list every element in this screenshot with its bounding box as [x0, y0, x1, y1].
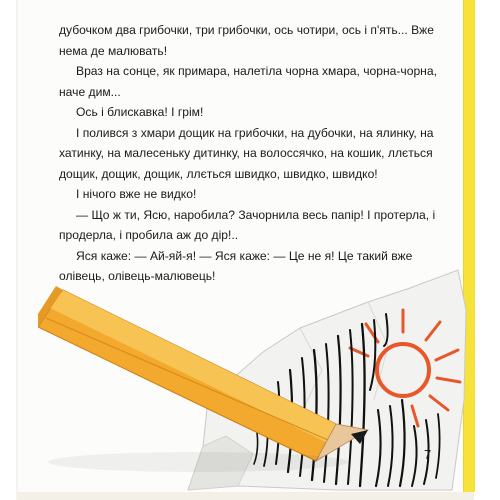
paragraph: — Що ж ти, Ясю, наробила? Зачорнила весь папір! І протерла, і продерла, і пробила аж до дір!.. — [59, 207, 436, 242]
bottom-strip — [18, 492, 474, 500]
paragraph: дубочком два грибочки, три грибочки, ось чотири, ось і п'ять... Вже нема де малювать! — [59, 23, 435, 58]
paragraph: І полився з хмари дощик на грибочки, на дубочки, на ялинку, на хатинку, на малесеньку дитинку, на волоссячко, на кошик, ллється дощик, дощик, дощик, ллється швидко, швидко, швидко! — [59, 125, 434, 181]
paragraph: Враз на сонце, як примара, налетіла чорна хмара, чорна-чорна, наче дим... — [59, 64, 437, 99]
page-number: 7 — [424, 447, 432, 462]
illustration — [38, 250, 468, 492]
paragraph: Ось і блискавка! І грім! — [76, 105, 204, 119]
story-text — [59, 20, 449, 287]
paragraph: І нічого вже не видко! — [76, 187, 197, 201]
paragraph: Яся каже: — Ай-яй-я! — Яся каже: — Це не я! Це такий вже олівець, олівець-малювець! — [59, 248, 413, 283]
